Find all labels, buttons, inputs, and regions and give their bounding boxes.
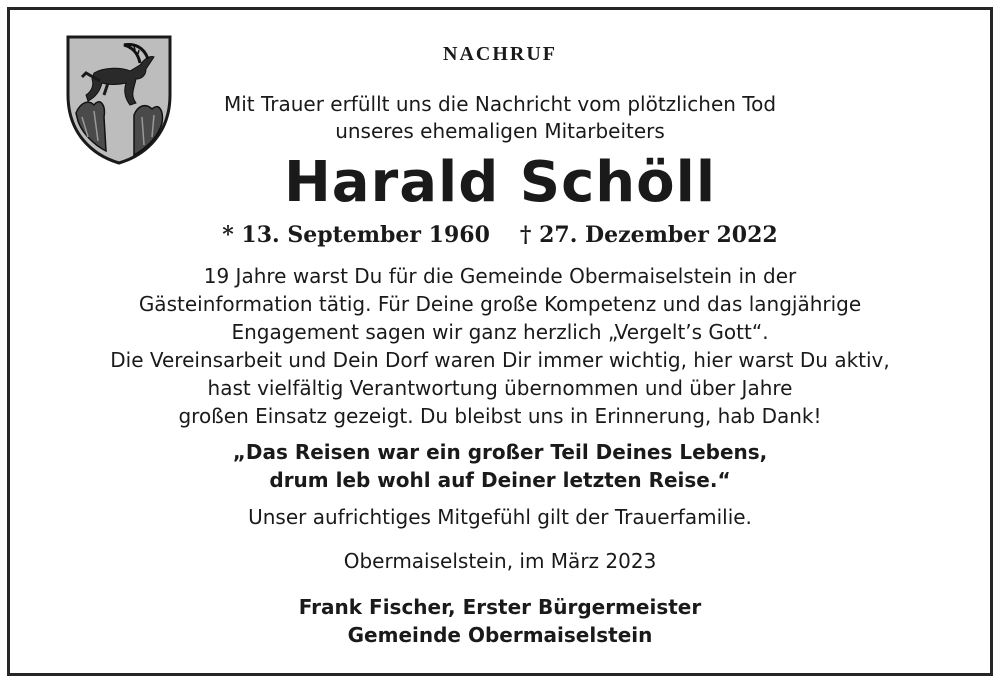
body-line-4: Die Vereinsarbeit und Dein Dorf waren Dir immer wichtig, hier warst Du aktiv, (110, 348, 890, 372)
body-line-2: Gästeinformation tätig. Für Deine große Kompetenz und das langjährige (138, 292, 862, 316)
signature-organization: Gemeinde Obermaiselstein (347, 623, 653, 647)
condolence-text: Unser aufrichtiges Mitgefühl gilt der Trauerfamilie. (248, 505, 752, 529)
death-date: † 27. Dezember 2022 (519, 222, 778, 248)
body-line-3: Engagement sagen wir ganz herzlich „Vergelt’s Gott“. (231, 320, 769, 344)
intro-line-1: Mit Trauer erfüllt uns die Nachricht vom plötzlichen Tod (223, 92, 777, 116)
quote-line-2: drum leb wohl auf Deiner letzten Reise.“ (269, 468, 731, 492)
body-line-1: 19 Jahre warst Du für die Gemeinde Obermaiselstein in der (203, 264, 797, 288)
deceased-name: Harald Schöll (283, 150, 717, 215)
intro-line-2: unseres ehemaligen Mitarbeiters (335, 119, 665, 143)
notice-heading: NACHRUF (443, 43, 557, 65)
life-dates (0, 222, 1000, 248)
birth-date: * 13. September 1960 (222, 222, 490, 248)
signature-name: Frank Fischer, Erster Bürgermeister (298, 595, 702, 619)
place-date: Obermaiselstein, im März 2023 (343, 549, 657, 573)
body-line-5: hast vielfältig Verantwortung übernommen und über Jahre (207, 376, 793, 400)
quote-line-1: „Das Reisen war ein großer Teil Deines Lebens, (232, 440, 768, 464)
body-line-6: großen Einsatz gezeigt. Du bleibst uns in Erinnerung, hab Dank! (178, 404, 822, 428)
